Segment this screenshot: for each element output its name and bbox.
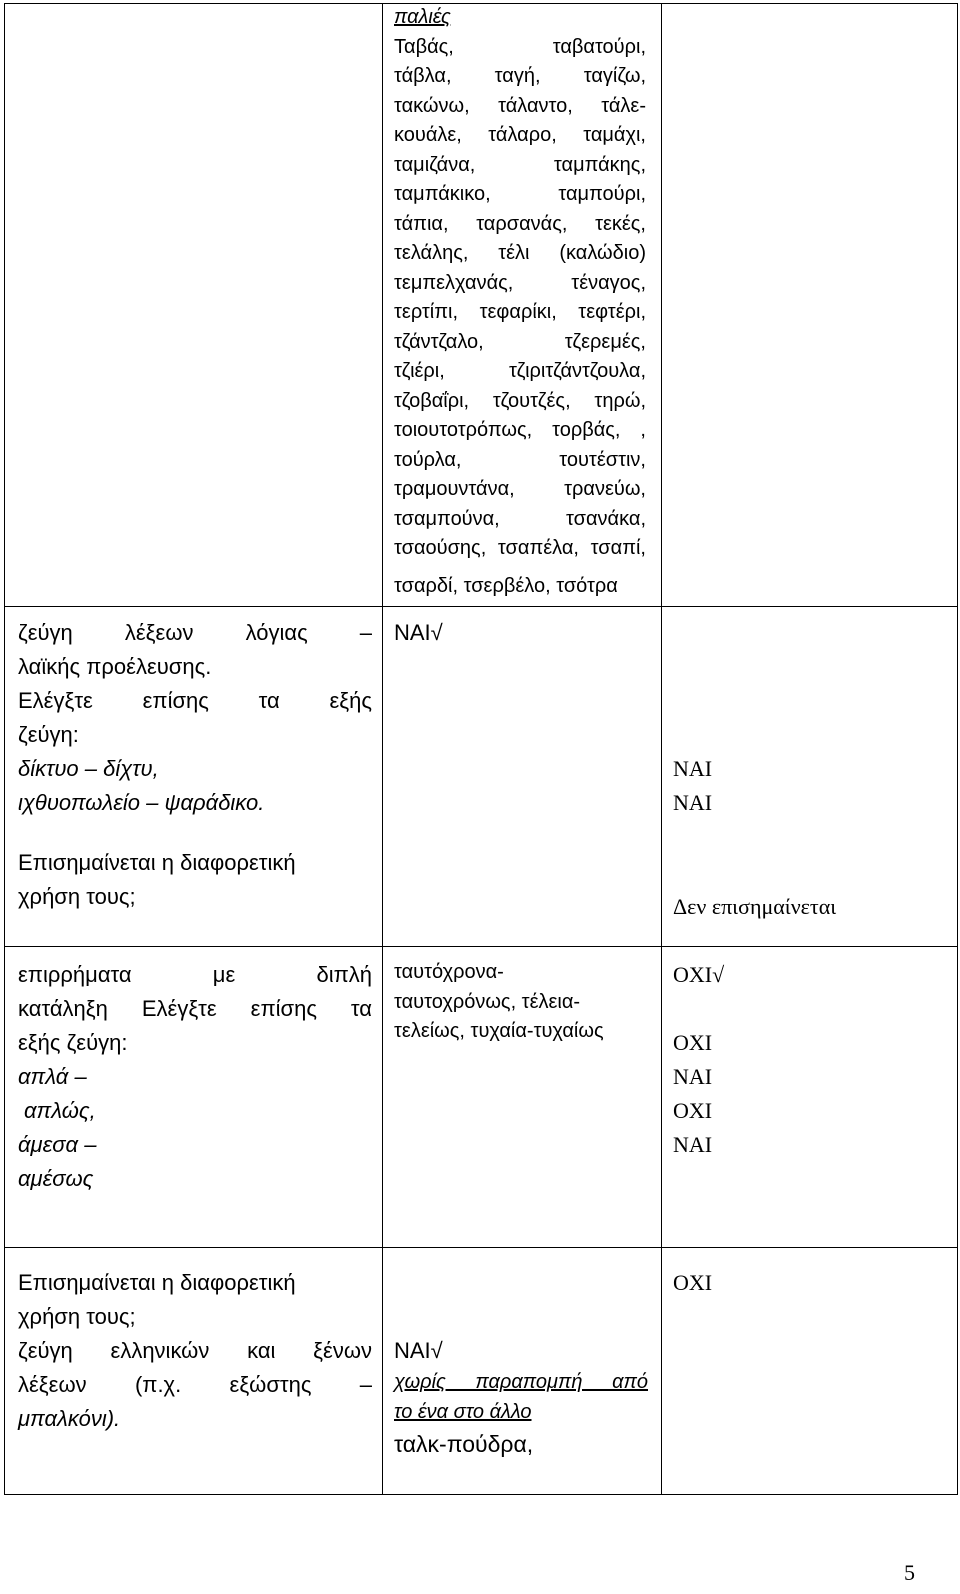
no-cross-reference-note: το ένα στο άλλο [394, 1400, 532, 1423]
foreign-pairs-result [673, 1266, 712, 1300]
word-list-line: κουάλε, τάλαρο, ταμάχι, [394, 124, 646, 146]
question-text: Επισημαίνεται η διαφορετική [18, 850, 296, 875]
adverb-results [673, 958, 724, 1162]
example-pair: ιχθυοπωλείο – ψαράδικο. [18, 790, 265, 815]
criterion-text: ζεύγη ελληνικών και ξένων [18, 1338, 372, 1363]
word-list-line: τεμπελχανάς, τέναγος, [394, 271, 646, 294]
result-value: ΟΧΙ [673, 1270, 713, 1295]
word-list-line: τερτίπι, τεφαρίκι, τεφτέρι, [394, 301, 646, 323]
word-list-line: τελάλης, τέλι (καλώδιο) [394, 242, 646, 264]
column-divider-2 [661, 4, 662, 1494]
criterion-text: μπαλκόνι). [18, 1406, 121, 1431]
word-list-line: τζάντζαλο, τζερεμές, [394, 330, 646, 353]
answer-no-check: ΟΧΙ√ [673, 962, 725, 987]
result-value: ΝΑΙ [673, 1132, 713, 1157]
word-list-line: τσαούσης, τσαπέλα, τσαπί, [394, 537, 646, 559]
word-list-line: τσαρδί, τσερβέλο, τσότρα [394, 574, 618, 597]
word-list-line: τακώνω, τάλαντο, τάλε- [394, 94, 646, 117]
result-value: ΟΧΙ [673, 1098, 713, 1123]
word-list-line: Ταβάς, ταβατούρι, [394, 35, 646, 58]
criterion-text: Ελέγξτε επίσης τα εξής [18, 688, 372, 713]
example-word: απλώς, [24, 1098, 96, 1123]
no-cross-reference-note: χωρίς παραπομπή από [394, 1371, 648, 1393]
answer-yes-check: ΝΑΙ√ [394, 620, 443, 645]
question-text: χρήση τους; [18, 884, 136, 909]
result-value: ΝΑΙ [673, 790, 713, 815]
result-value: ΝΑΙ [673, 756, 713, 781]
result-value: ΝΑΙ [673, 1064, 713, 1089]
example-pair: ταλκ-πούδρα, [394, 1431, 534, 1457]
example-word: αμέσως [18, 1166, 94, 1191]
word-list-line: ταμιζάνα, ταμπάκης, [394, 153, 646, 176]
foreign-pairs-answer [394, 1334, 648, 1461]
adverb-example-line: τελείως, τυχαία-τυχαίως [394, 1020, 604, 1042]
not-marked-note [673, 890, 836, 924]
column-divider-1 [382, 4, 383, 1494]
criterion-text: ζεύγη: [18, 722, 79, 747]
answer-yes-check: ΝΑΙ√ [394, 1338, 443, 1363]
foreign-pairs-cell [18, 1266, 372, 1436]
example-word: άμεσα – [18, 1132, 97, 1157]
word-list-line: τσαμπούνα, τσανάκα, [394, 507, 646, 530]
word-list-line: τζοβαΐρι, τζουτζές, τηρώ, [394, 389, 646, 412]
result-note: Δεν επισημαίνεται [673, 894, 837, 919]
criterion-text: κατάληξη Ελέγξτε επίσης τα [18, 996, 372, 1021]
adverb-examples [394, 958, 646, 1047]
learned-pairs-answer [394, 616, 443, 650]
row-divider-1 [5, 606, 957, 607]
word-list-line: ταμπάκικο, ταμπούρι, [394, 183, 646, 205]
adverbs-cell [18, 958, 372, 1196]
word-list-line: τοιουτοτρόπως, τορβάς, , [394, 419, 646, 441]
learned-popular-pairs-cell [18, 616, 372, 914]
criterion-text: λέξεων (π.χ. εξώστης – [18, 1372, 372, 1397]
word-list-line: τάπια, ταρσανάς, τεκές, [394, 212, 646, 235]
old-words-cell [394, 3, 646, 601]
adverb-example-line: ταυτόχρονα- [394, 961, 504, 983]
word-list-line: τζιέρι, τζιριτζάντζουλα, [394, 360, 646, 382]
word-list-line: τάβλα, ταγή, ταγίζω, [394, 65, 646, 87]
page-number: 5 [904, 1560, 915, 1585]
criterion-text: λαϊκής προέλευσης. [18, 654, 212, 679]
old-words-heading: παλιές [394, 6, 451, 28]
result-value: ΟΧΙ [673, 1030, 713, 1055]
criterion-text: επιρρήματα με διπλή [18, 962, 372, 987]
question-text: χρήση τους; [18, 1304, 136, 1329]
adverb-example-line: ταυτοχρόνως, τέλεια- [394, 990, 581, 1013]
learned-pairs-results [673, 752, 712, 820]
row-divider-2 [5, 946, 957, 947]
word-list-line: τραμουντάνα, τρανεύω, [394, 478, 646, 500]
word-list-line: τούρλα, τουτέστιν, [394, 448, 646, 471]
example-word: απλά – [18, 1064, 87, 1089]
criterion-text: εξής ζεύγη: [18, 1030, 128, 1055]
example-pair: δίκτυο – δίχτυ, [18, 756, 159, 781]
row-divider-3 [5, 1247, 957, 1248]
criterion-text: ζεύγη λέξεων λόγιας – [18, 620, 372, 645]
question-text: Επισημαίνεται η διαφορετική [18, 1270, 296, 1295]
